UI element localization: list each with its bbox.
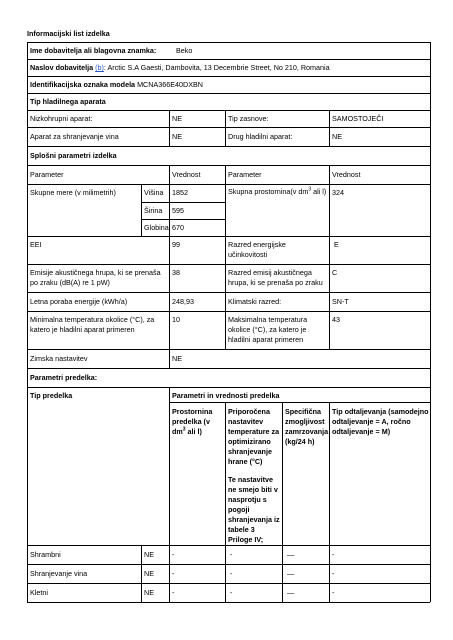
recommended-temp-note: Te nastavitve ne smejo biti v nasprotju s pogoji shranjevanja iz tabele 3 Priloge IV;	[228, 475, 280, 544]
compartment-row-freeze: —	[287, 588, 295, 597]
model-row	[30, 80, 203, 89]
eei-value: 99	[172, 240, 180, 249]
total-volume-label: Skupna prostornina(v $dm^3$ ali l)	[228, 186, 327, 196]
noise-label: Emisije akustičnega hrupa, ki se prenaša po zraku (dB(A) re 1 pW)	[30, 268, 161, 287]
address-value: : Arctic S.A Gaesti, Dambovita, 13 Decembrie Street, No 210, Romania	[103, 63, 330, 72]
document-title: Informacijski list izdelka	[27, 29, 110, 38]
design-type-value: SAMOSTOJEČI	[332, 114, 384, 123]
height-value: 1852	[172, 188, 188, 197]
defrost-type-header: Tip odtaljevanja (samodejno odtaljevanje = A, ročno odtaljevanje = M)	[332, 407, 429, 436]
recommended-temp-header: Priporočena nastavitev temperature za optimizirano shranjevanje hrane (°C)	[228, 407, 280, 466]
compartment-volume-header: Prostornina predelka (v $dm^3$ ali l)	[172, 407, 213, 436]
max-temp-label: Maksimalna temperatura okolice (°C), za katero je hladilni aparat primeren	[228, 315, 308, 344]
low-noise-label: Nizkohrupni aparat:	[30, 114, 93, 123]
col-value-2: Vrednost	[332, 170, 361, 179]
compartment-row-volume: -	[172, 569, 175, 578]
compartment-row-freeze: —	[287, 569, 295, 578]
energy-class-label: Razred energijske učinkovitosti	[228, 240, 286, 259]
climate-class-value: SN-T	[332, 297, 349, 306]
climate-class-label: Klimatski razred:	[228, 297, 282, 306]
compartment-row-freeze: —	[287, 550, 295, 559]
width-label: Širina	[144, 206, 163, 215]
energy-class-value: E	[334, 240, 339, 249]
annual-energy-label: Letna poraba energije (kWh/a)	[30, 297, 128, 306]
model-value: MCNA366E40DXBN	[137, 80, 203, 89]
col-parameter-2: Parameter	[228, 170, 262, 179]
total-volume-value: 324	[332, 188, 344, 197]
compartment-row-volume: -	[172, 588, 175, 597]
compartment-row-defrost: -	[332, 569, 335, 578]
model-label: Identifikacijska oznaka modela	[30, 80, 136, 89]
compartment-row-temp: -	[230, 550, 233, 559]
compartment-section-header: Parametri predelka:	[30, 373, 98, 382]
wine-storage-label: Aparat za shranjevanje vina	[30, 132, 119, 141]
compartment-row-volume: -	[172, 550, 175, 559]
min-temp-label: Minimalna temperatura okolice (°C), za katero je hladilni aparat primeren	[30, 315, 155, 334]
supplier-value: Beko	[176, 46, 193, 55]
height-label: Višina	[144, 188, 164, 197]
compartment-row-name: Kletni	[30, 588, 48, 597]
supplier-address	[30, 63, 330, 72]
compartment-type-header: Tip predelka	[30, 391, 73, 400]
compartment-row-defrost: -	[332, 588, 335, 597]
type-section-header: Tip hladilnega aparata	[30, 97, 106, 106]
noise-value: 38	[172, 268, 180, 277]
compartment-row-defrost: -	[332, 550, 335, 559]
max-temp-value: 43	[332, 315, 340, 324]
winter-setting-value: NE	[172, 354, 182, 363]
compartment-row-name: Shranjevanje vina	[30, 569, 88, 578]
depth-value: 670	[172, 223, 184, 232]
compartment-row-temp: -	[230, 569, 233, 578]
other-appliance-label: Drug hladilni aparat:	[228, 132, 293, 141]
compartment-row-temp: -	[230, 588, 233, 597]
other-appliance-value: NE	[332, 132, 342, 141]
address-footnote-link[interactable]: (b)	[95, 63, 104, 72]
compartment-row-present: NE	[144, 588, 154, 597]
compartment-params-header: Parametri in vrednosti predelka	[172, 391, 280, 400]
dimensions-label: Skupne mere (v milimetrih)	[30, 188, 116, 197]
supplier-label: Ime dobavitelja ali blagovna znamka:	[30, 46, 157, 55]
depth-label: Globina	[144, 223, 169, 232]
wine-storage-value: NE	[172, 132, 182, 141]
width-value: 595	[172, 206, 184, 215]
design-type-label: Tip zasnove:	[228, 114, 269, 123]
annual-energy-value: 248,93	[172, 297, 194, 306]
address-label: Naslov dobavitelja	[30, 63, 94, 72]
min-temp-value: 10	[172, 315, 180, 324]
freezing-capacity-header: Specifična zmogljivost zamrzovanja (kg/24 h)	[285, 407, 329, 446]
noise-class-label: Razred emisij akustičnega hrupa, ki se prenaša po zraku	[228, 268, 323, 287]
compartment-row-present: NE	[144, 569, 154, 578]
eei-label: EEI	[30, 240, 42, 249]
winter-setting-label: Zimska nastavitev	[30, 354, 88, 363]
noise-class-value: C	[332, 268, 338, 277]
low-noise-value: NE	[172, 114, 182, 123]
col-value-1: Vrednost	[172, 170, 201, 179]
general-section-header: Splošni parametri izdelka	[30, 151, 117, 160]
compartment-row-present: NE	[144, 550, 154, 559]
col-parameter-1: Parameter	[30, 170, 64, 179]
compartment-row-name: Shrambni	[30, 550, 61, 559]
